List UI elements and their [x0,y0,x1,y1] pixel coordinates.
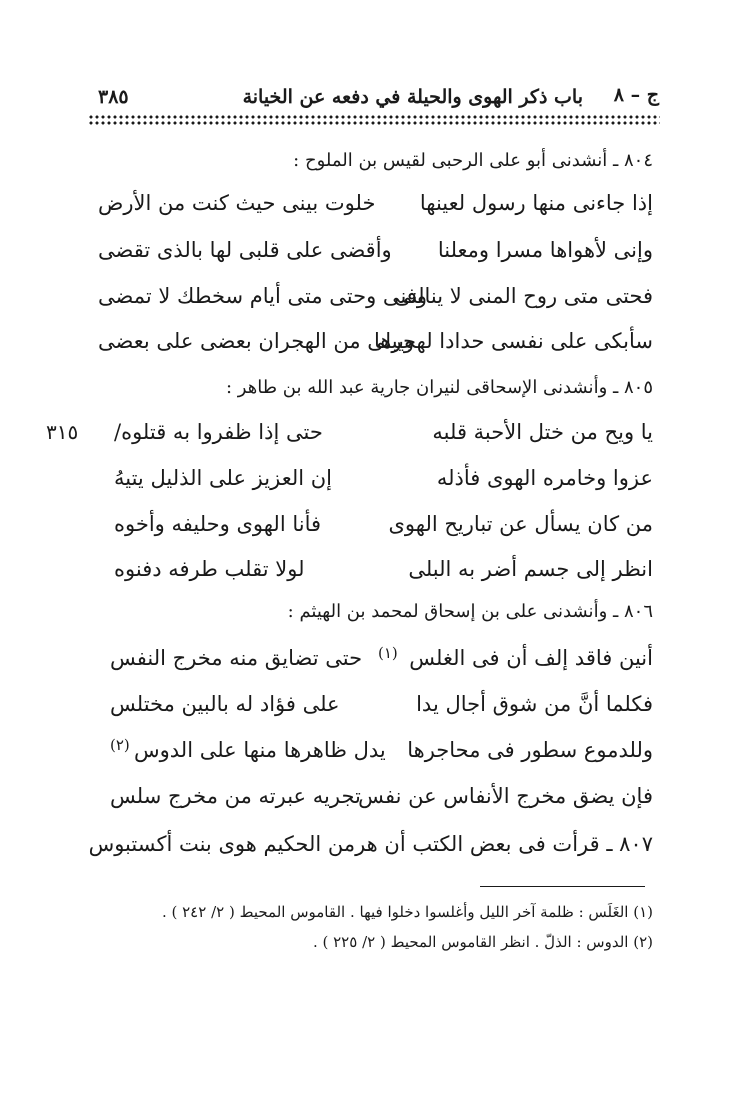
verse-second-hemistich: فأنا الهوى وحليفه وأخوه [114,512,322,536]
verse-first-hemistich: فحتى متى روح المنى لا ينالنى [394,284,653,308]
verse-second-hemistich: وأقضى على قلبى لها بالذى تقضى [98,238,392,262]
footnote-marker: (١) [378,644,398,662]
trailing-prose-line: ٨٠٧ ـ قرأت فى بعض الكتب أن هرمن الحكيم هوى بنت أكستبوس [88,832,653,856]
verse-first-hemistich: يا ويح من ختل الأحبة قلبه [432,420,653,444]
header-dotted-rule [88,114,660,126]
verse-first-hemistich: من كان يسأل عن تباريح الهوى [388,512,653,536]
verse-first-hemistich: عزوا وخامره الهوى فأذله [436,466,653,490]
verse-second-hemistich: خلوت بينى حيث كنت من الأرض [98,191,376,215]
verse-first-hemistich: فكلما أنَّ من شوق أجال يدا [416,692,653,716]
verse-second-hemistich: حتى إذا ظفروا به قتلوه/ [114,420,323,444]
verse-first-hemistich: وإنى لأهواها مسرا ومعلنا [437,238,653,262]
footnote-1: (١) الغَلَس : ظلمة آخر الليل وأغلسوا دخلوا فيها . القاموس المحيط ( ٢/ ٢٤٢ ) . [161,903,653,921]
verse-first-hemistich: فإن يضق مخرج الأنفاس عن نفس [358,784,653,808]
verse-first-hemistich: سأبكى على نفسى حدادا لهجرها [373,329,653,353]
verse-second-hemistich: وفنى وحتى متى أيام سخطك لا تمضى [98,284,427,308]
margin-reference: ٣١٥ [46,420,79,444]
verse-first-hemistich: انظر إلى جسم أضر به البلى [408,557,653,581]
verse-second-hemistich: لولا تقلب طرفه دفنوه [114,557,305,581]
chapter-title: باب ذكر الهوى والحيلة في دفعه عن الخيانة [242,86,583,108]
verse-second-hemistich: تجريه عبرته من مخرج سلس [110,784,361,808]
verse-second-hemistich: ويبلى من الهجران بعضى على بعضى [98,329,415,353]
verse-first-hemistich: وللدموع سطور فى محاجرها [407,738,653,762]
verse-second-hemistich: حتى تضايق منه مخرج النفس [110,646,363,670]
footnote-marker: (٢) [110,736,130,754]
entry-intro: ٨٠٦ ـ وأنشدنى على بن إسحاق لمحمد بن الهيثم : [287,601,653,622]
volume-label: ج – ٨ [613,84,659,106]
verse-second-hemistich: يدل ظاهرها منها على الدوس [134,738,386,762]
verse-second-hemistich: على فؤاد له بالبين مختلس [110,692,340,716]
verse-second-hemistich: إن العزيز على الذليل يتيهُ [114,466,332,490]
footnote-2: (٢) الدوس : الذلّ . انظر القاموس المحيط ( ٢/ ٢٢٥ ) . [312,933,653,951]
entry-intro: ٨٠٤ ـ أنشدنى أبو على الرحبى لقيس بن الملوح : [293,150,653,171]
footnote-rule [480,886,645,887]
entry-intro: ٨٠٥ ـ وأنشدنى الإسحاقى لنيران جارية عبد الله بن طاهر : [226,377,653,398]
verse-first-hemistich: أنين فاقد إلف أن فى الغلس [409,646,653,670]
page-number: ٣٨٥ [98,86,129,108]
verse-first-hemistich: إذا جاءنى منها رسول لعينها [419,191,653,215]
